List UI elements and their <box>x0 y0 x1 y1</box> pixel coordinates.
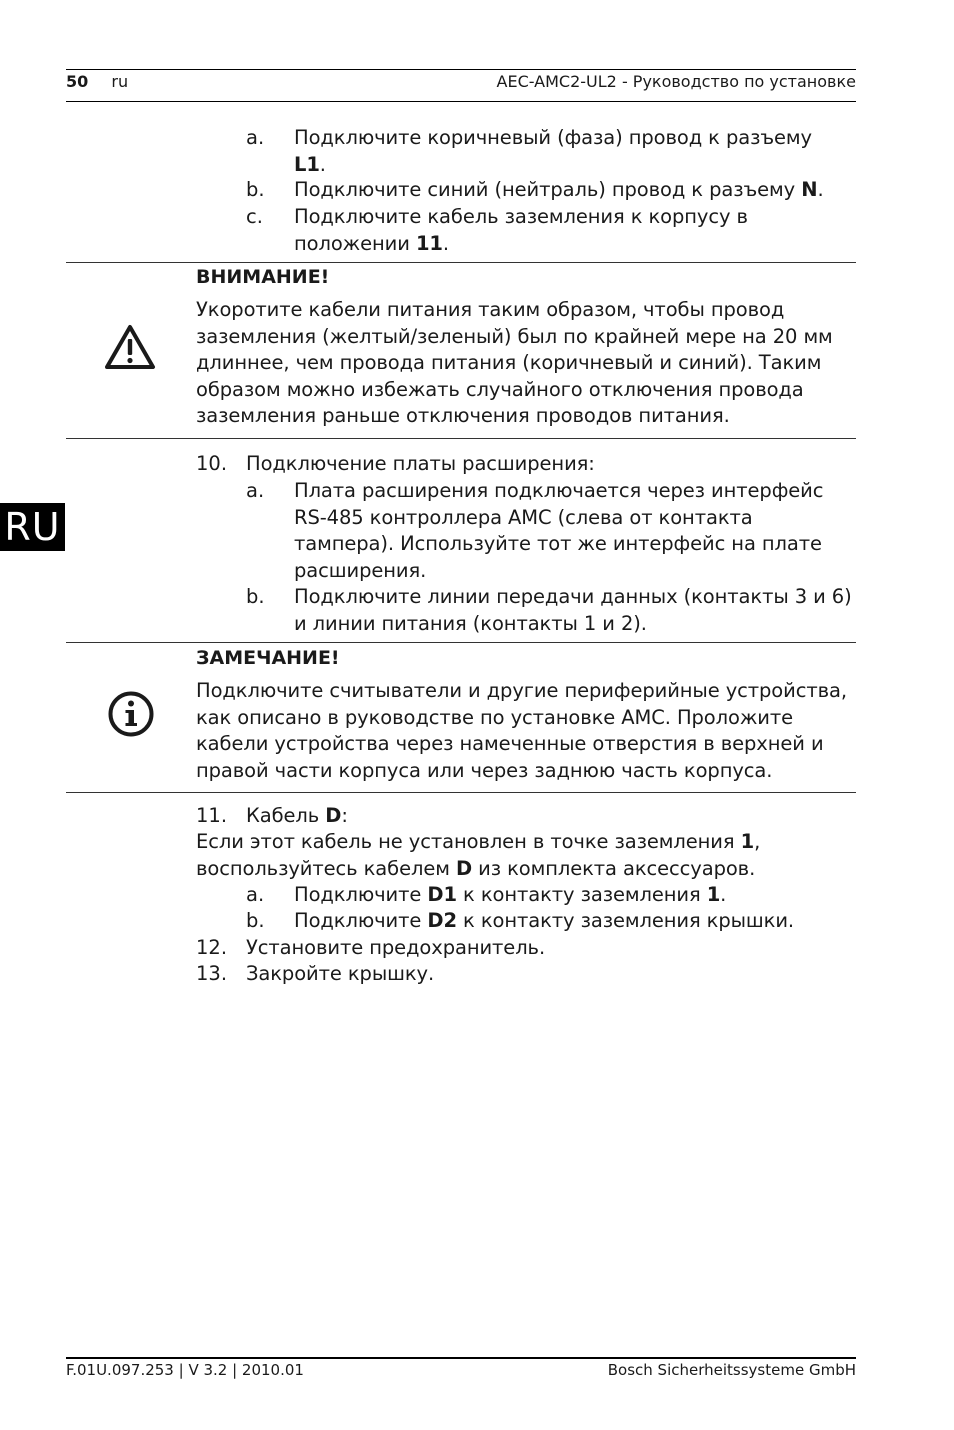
step-10b-text: Подключите линии передачи данных (контакты 3 и 6) и линии питания (контакты 1 и 2). <box>294 585 852 635</box>
notice-bottom-rule <box>66 792 856 793</box>
step-11a-text: Подключите D1 к контакту заземления 1. <box>294 883 727 906</box>
step-b-text: Подключите синий (нейтраль) провод к разъему N. <box>294 178 824 201</box>
step-10a-label: a. <box>246 479 265 502</box>
warning-body: Укоротите кабели питания таким образом, чтобы провод заземления (желтый/зеленый) был по крайней мере на 20 мм длиннее, чем провода питания (коричневый и синий). Таким образом можно избежать случайного отключения провода заземления раньше отключения проводов питания. <box>196 298 833 427</box>
footer-doc-id: F.01U.097.253 | V 3.2 | 2010.01 <box>66 1361 304 1379</box>
footer-company: Bosch Sicherheitssysteme GmbH <box>607 1361 856 1379</box>
warning-bottom-rule <box>66 438 856 439</box>
step-11b-label: b. <box>246 909 265 932</box>
step-10-text: Подключение платы расширения: <box>246 452 595 475</box>
step-10b-label: b. <box>246 585 265 608</box>
step-11b-text: Подключите D2 к контакту заземления крышки. <box>294 909 795 932</box>
step-b-label: b. <box>246 178 265 201</box>
page-number: 50 <box>66 72 89 91</box>
step-11a-label: a. <box>246 883 265 906</box>
page-header <box>66 71 856 93</box>
notice-body: Подключите считыватели и другие периферийные устройства, как описано в руководстве по установке AMC. Проложите кабели устройства через намеченные отверстия в верхней и правой части корпуса или через заднюю часть корпуса. <box>196 679 847 782</box>
warning-title: ВНИМАНИЕ! <box>196 266 330 288</box>
step-c-label: c. <box>246 205 263 228</box>
step-a-label: a. <box>246 126 265 149</box>
header-top-rule <box>66 69 856 70</box>
notice-top-rule <box>66 642 856 643</box>
step-11-number: 11. <box>196 804 228 827</box>
warning-triangle-icon <box>104 323 156 371</box>
step-10a-text: Плата расширения подключается через интерфейс RS-485 контроллера AMC (слева от контакта тампера). Используйте тот же интерфейс на плате расширения. <box>294 479 824 582</box>
step-13-number: 13. <box>196 962 228 985</box>
step-10-number: 10. <box>196 452 228 475</box>
step-13-text: Закройте крышку. <box>246 962 435 985</box>
step-11-paragraph: Если этот кабель не установлен в точке заземления 1, воспользуйтесь кабелем D из комплекта аксессуаров. <box>196 830 761 880</box>
warning-top-rule <box>66 262 856 263</box>
info-icon <box>107 690 155 738</box>
header-bottom-rule <box>66 101 856 102</box>
notice-title: ЗАМЕЧАНИЕ! <box>196 647 340 669</box>
step-c-text: Подключите кабель заземления к корпусу в положении 11. <box>294 205 748 255</box>
language-side-tab: RU <box>0 503 65 551</box>
language-code: ru <box>111 72 129 91</box>
step-a-text: Подключите коричневый (фаза) провод к разъему L1. <box>294 126 812 176</box>
footer-rule <box>66 1357 856 1359</box>
step-11-text: Кабель D: <box>246 804 348 827</box>
document-title: AEC-AMC2-UL2 - Руководство по установке <box>496 72 856 91</box>
step-12-text: Установите предохранитель. <box>246 936 546 959</box>
step-12-number: 12. <box>196 936 228 959</box>
